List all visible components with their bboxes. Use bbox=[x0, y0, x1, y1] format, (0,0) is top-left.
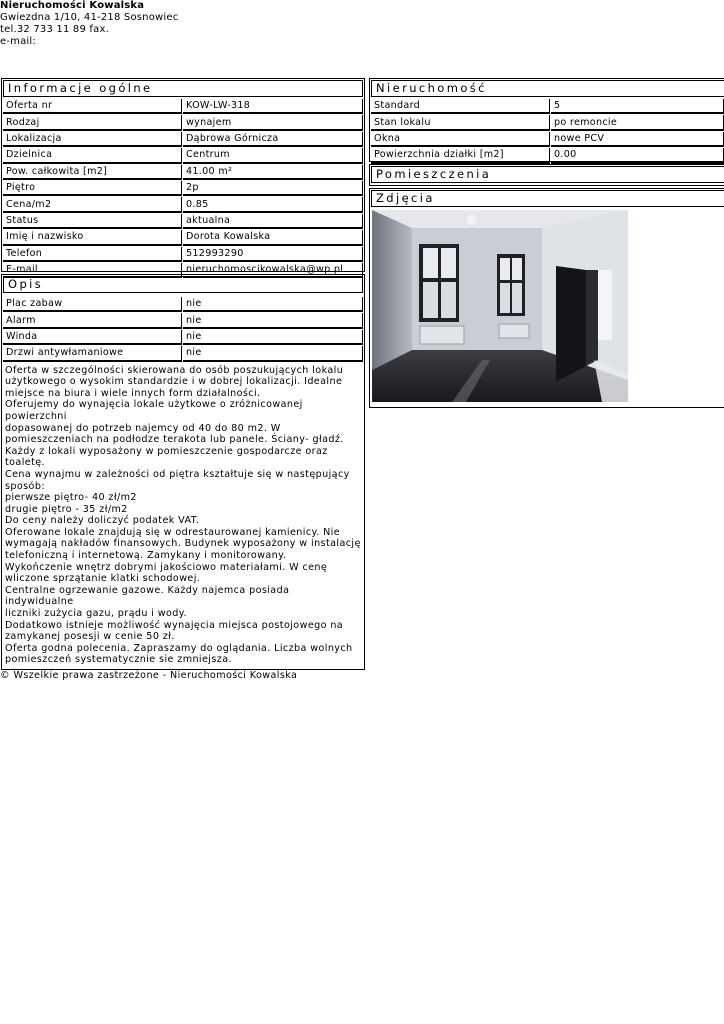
opis-feature-label: Winda bbox=[3, 330, 182, 345]
general-info-row bbox=[3, 181, 363, 196]
general-info-row bbox=[3, 214, 363, 229]
general-info-row bbox=[3, 197, 363, 212]
property-label: Stan lokalu bbox=[371, 115, 550, 130]
rooms-title: Pomieszczenia bbox=[371, 166, 724, 183]
opis-feature-label: Alarm bbox=[3, 313, 182, 328]
company-email: e-mail: bbox=[0, 36, 36, 47]
general-info-value: aktualna bbox=[183, 214, 363, 229]
footer-copyright: © Wszelkie prawa zastrzeżone - Nieruchomości Kowalska bbox=[0, 670, 298, 681]
general-info-label: Lokalizacja bbox=[3, 132, 182, 147]
general-info-value: KOW-LW-318 bbox=[183, 99, 363, 114]
general-info-value: 2p bbox=[183, 181, 363, 196]
general-info-value: Dąbrowa Górnicza bbox=[183, 132, 363, 147]
property-title: Nieruchomość bbox=[371, 80, 724, 97]
general-info-label: Piętro bbox=[3, 181, 182, 196]
general-info-row bbox=[3, 230, 363, 245]
opis-feature-row bbox=[3, 313, 363, 328]
general-info-value: 512993290 bbox=[183, 247, 363, 262]
general-info-row bbox=[3, 132, 363, 147]
general-info-label: Oferta nr bbox=[3, 99, 182, 114]
opis-table bbox=[2, 296, 364, 363]
general-info-value: wynajem bbox=[183, 115, 363, 130]
opis-feature-row bbox=[3, 330, 363, 345]
general-info-label: Imię i nazwisko bbox=[3, 230, 182, 245]
general-info-value: nieruchomoscikowalska@wp.pl bbox=[183, 263, 363, 278]
general-info-panel bbox=[1, 78, 365, 276]
company-contact: tel.32 733 11 89 fax. bbox=[0, 24, 109, 35]
general-info-value: 0.85 bbox=[183, 197, 363, 212]
general-info-row bbox=[3, 115, 363, 130]
company-name: Nieruchomości Kowalska bbox=[0, 0, 145, 11]
property-photo[interactable] bbox=[372, 210, 628, 402]
opis-panel bbox=[1, 274, 365, 670]
property-row bbox=[371, 115, 724, 130]
general-info-row bbox=[3, 148, 363, 163]
property-label: Powierzchnia działki [m2] bbox=[371, 148, 550, 163]
property-row bbox=[371, 148, 724, 163]
property-table bbox=[370, 98, 724, 165]
property-value: 5 bbox=[551, 99, 724, 114]
description-text: Oferta w szczególności skierowana do osób poszukujących lokalu użytkowego o wysokim standardzie i w dobrej lokalizacji. Idealne miejsce na biura i wiele innych form działalności. Oferujemy do wynajęcia lokale użytkowe o zróżnicowanej powierzchni dopasowanej do potrzeb najemcy od 40 do 80 m2. W pomieszczeniach na podłodze terakota lub panele. Ściany- gładź. Każdy z lokali wyposażony w pomieszczenie gospodarcze oraz toaletę. Cena wynajmu w zależności od piętra kształtuje się w następujący sposób: pierwsze piętro- 40 zł/m2 drugie piętro - 35 zł/m2 Do ceny należy doliczyć podatek VAT. Oferowane lokale znajdują się w odrestaurowanej kamienicy. Nie wymagają nakładów finansowych. Budynek wyposażony w instalację telefoniczną i internetową. Zamykany i monitorowany. Wykończenie wnętrz dobrymi jakościowo materiałami. W cenę wliczone sprzątanie klatki schodowej. Centralne ogrzewanie gazowe. Każdy najemca posiada indywidualne liczniki zużycia gazu, prądu i wody. Dodatkowo istnieje możliwość wynajęcia miejsca postojowego na zamykanej posesji w cenie 50 zł. Oferta godna polecenia. Zapraszamy do oglądania. Liczba wolnych pomieszczeń systematycznie sie zmniejsza. bbox=[5, 364, 361, 666]
property-value: po remoncie bbox=[551, 115, 724, 130]
general-info-row bbox=[3, 99, 363, 114]
general-info-value: Dorota Kowalska bbox=[183, 230, 363, 245]
general-info-label: Pow. całkowita [m2] bbox=[3, 165, 182, 180]
general-info-table bbox=[2, 98, 364, 279]
page-header bbox=[0, 0, 178, 48]
opis-title: Opis bbox=[3, 276, 363, 293]
offer-description bbox=[2, 363, 364, 666]
property-panel bbox=[369, 78, 724, 162]
property-label: Okna bbox=[371, 132, 550, 147]
company-address: Gwiezdna 1/10, 41-218 Sosnowiec bbox=[0, 12, 179, 23]
opis-feature-value: nie bbox=[183, 346, 363, 361]
photos-panel bbox=[369, 188, 724, 408]
opis-feature-label: Plac zabaw bbox=[3, 297, 182, 312]
rooms-panel bbox=[369, 164, 724, 186]
general-info-value: 41.00 m² bbox=[183, 165, 363, 180]
property-label: Standard bbox=[371, 99, 550, 114]
general-info-label: Status bbox=[3, 214, 182, 229]
general-info-label: Telefon bbox=[3, 247, 182, 262]
opis-feature-label: Drzwi antywłamaniowe bbox=[3, 346, 182, 361]
property-row bbox=[371, 132, 724, 147]
general-info-label: Dzielnica bbox=[3, 148, 182, 163]
opis-feature-row bbox=[3, 297, 363, 312]
general-info-value: Centrum bbox=[183, 148, 363, 163]
property-row bbox=[371, 99, 724, 114]
general-info-title: Informacje ogólne bbox=[3, 80, 363, 97]
general-info-label: E-mail bbox=[3, 263, 182, 278]
photos-title: Zdjęcia bbox=[371, 190, 724, 207]
property-value: nowe PCV bbox=[551, 132, 724, 147]
general-info-label: Rodzaj bbox=[3, 115, 182, 130]
opis-feature-value: nie bbox=[183, 330, 363, 345]
general-info-label: Cena/m2 bbox=[3, 197, 182, 212]
general-info-row bbox=[3, 247, 363, 262]
property-value: 0.00 bbox=[551, 148, 724, 163]
opis-feature-row bbox=[3, 346, 363, 361]
opis-feature-value: nie bbox=[183, 297, 363, 312]
opis-feature-value: nie bbox=[183, 313, 363, 328]
general-info-row bbox=[3, 165, 363, 180]
